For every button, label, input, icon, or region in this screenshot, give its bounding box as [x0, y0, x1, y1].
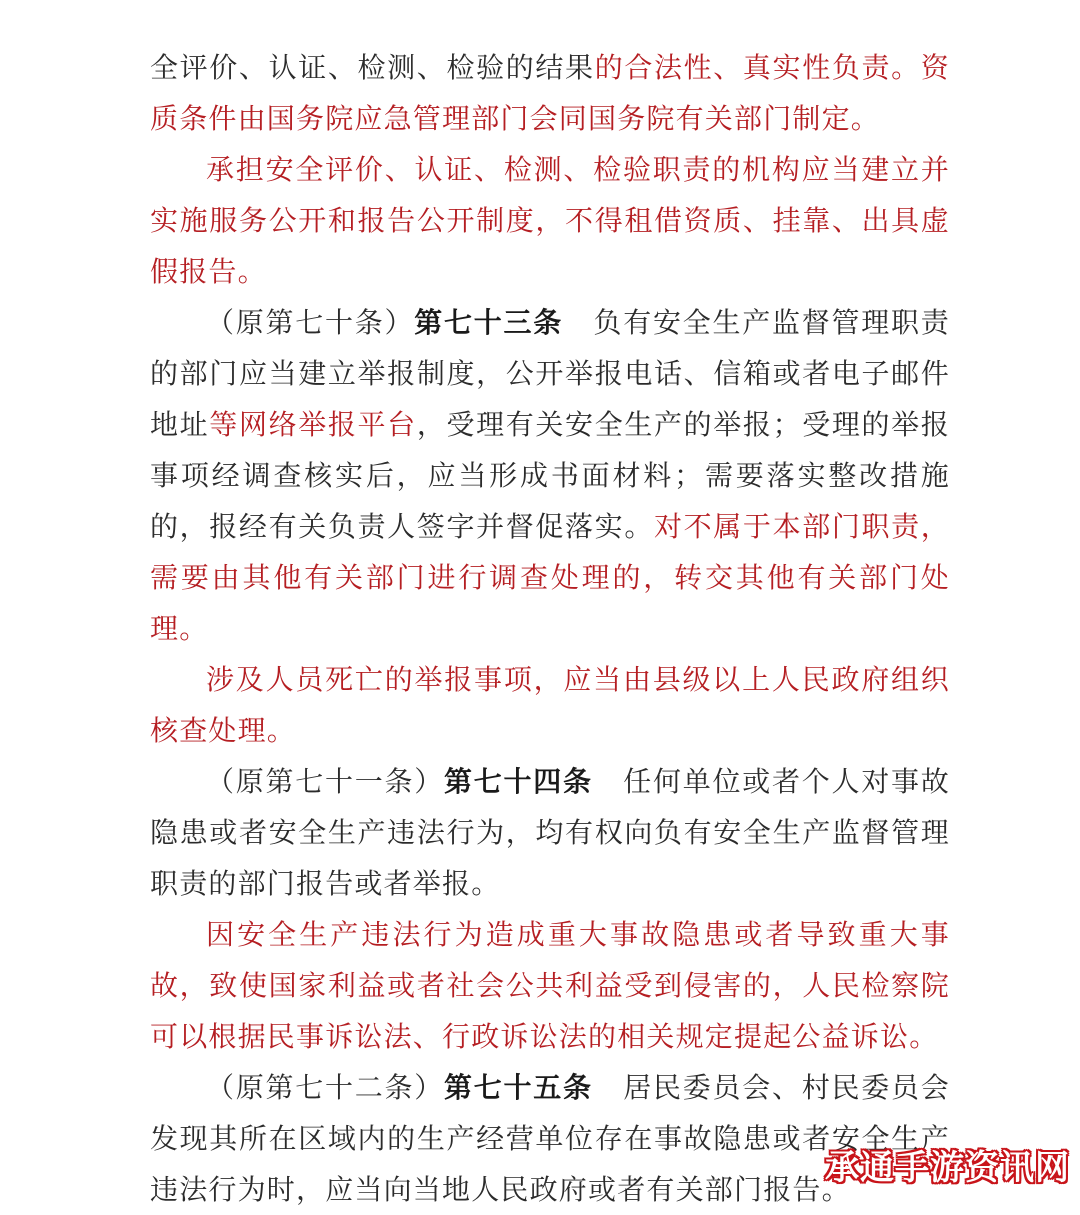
paragraph-article-73: [150, 297, 950, 654]
paragraph-continuation: [150, 42, 950, 144]
text-black: ，受理有关安全生产的举报；受理的举报事项经调查核实后，应当形成书面材料；需要落实整改措施的，报经有关负责人签字并督促落实。: [150, 408, 951, 543]
text-red-emphasis: 的合法性、真实性负责。资质条件由国务院应急管理部门会同国务院有关部门制定。: [150, 51, 950, 135]
text-red-emphasis: 因安全生产违法行为造成重大事故隐患或者导致重大事故，致使国家利益或者社会公共利益受到侵害的，人民检察院可以根据民事诉讼法、行政诉讼法的相关规定提起公益诉讼。: [150, 918, 950, 1053]
site-watermark: 承通手游资讯网: [825, 1148, 1070, 1188]
original-article-ref: （原第七十一条）: [206, 765, 444, 798]
paragraph-agency-disclosure: [150, 144, 950, 297]
text-black: 全评价、认证、检测、检验的结果: [150, 51, 595, 84]
text-black: 居民委员会、村民委员会发现其所在区域内的生产经营单位存在事故隐患或者安全生产违法行为时，应当向当地人民政府或者有关部门报告。: [150, 1071, 950, 1206]
text-black: 任何单位或者个人对事故隐患或者安全生产违法行为，均有权向负有安全生产监督管理职责的部门报告或者举报。: [150, 765, 950, 900]
paragraph-article-74: [150, 756, 950, 909]
text-red-emphasis: 承担安全评价、认证、检测、检验职责的机构应当建立并实施服务公开和报告公开制度，不得租借资质、挂靠、出具虚假报告。: [150, 153, 950, 288]
document-body: [150, 42, 950, 1215]
article-number: 第七十四条: [444, 765, 593, 798]
original-article-ref: （原第七十二条）: [206, 1071, 444, 1104]
paragraph-article-75: [150, 1062, 950, 1215]
paragraph-death-reports: [150, 654, 950, 756]
text-red-emphasis: 涉及人员死亡的举报事项，应当由县级以上人民政府组织核查处理。: [150, 663, 950, 747]
text-red-emphasis: 等网络举报平台: [209, 408, 417, 441]
original-article-ref: （原第七十条）: [206, 306, 415, 339]
text-black: 负有安全生产监督管理职责的部门应当建立举报制度，公开举报电话、信箱或者电子邮件地址: [150, 306, 950, 441]
text-red-emphasis: 对不属于本部门职责，需要由其他有关部门进行调查处理的，转交其他有关部门处理。: [150, 510, 950, 645]
article-number: 第七十三条: [414, 306, 563, 339]
paragraph-public-interest-litigation: [150, 909, 950, 1062]
article-number: 第七十五条: [444, 1071, 593, 1104]
